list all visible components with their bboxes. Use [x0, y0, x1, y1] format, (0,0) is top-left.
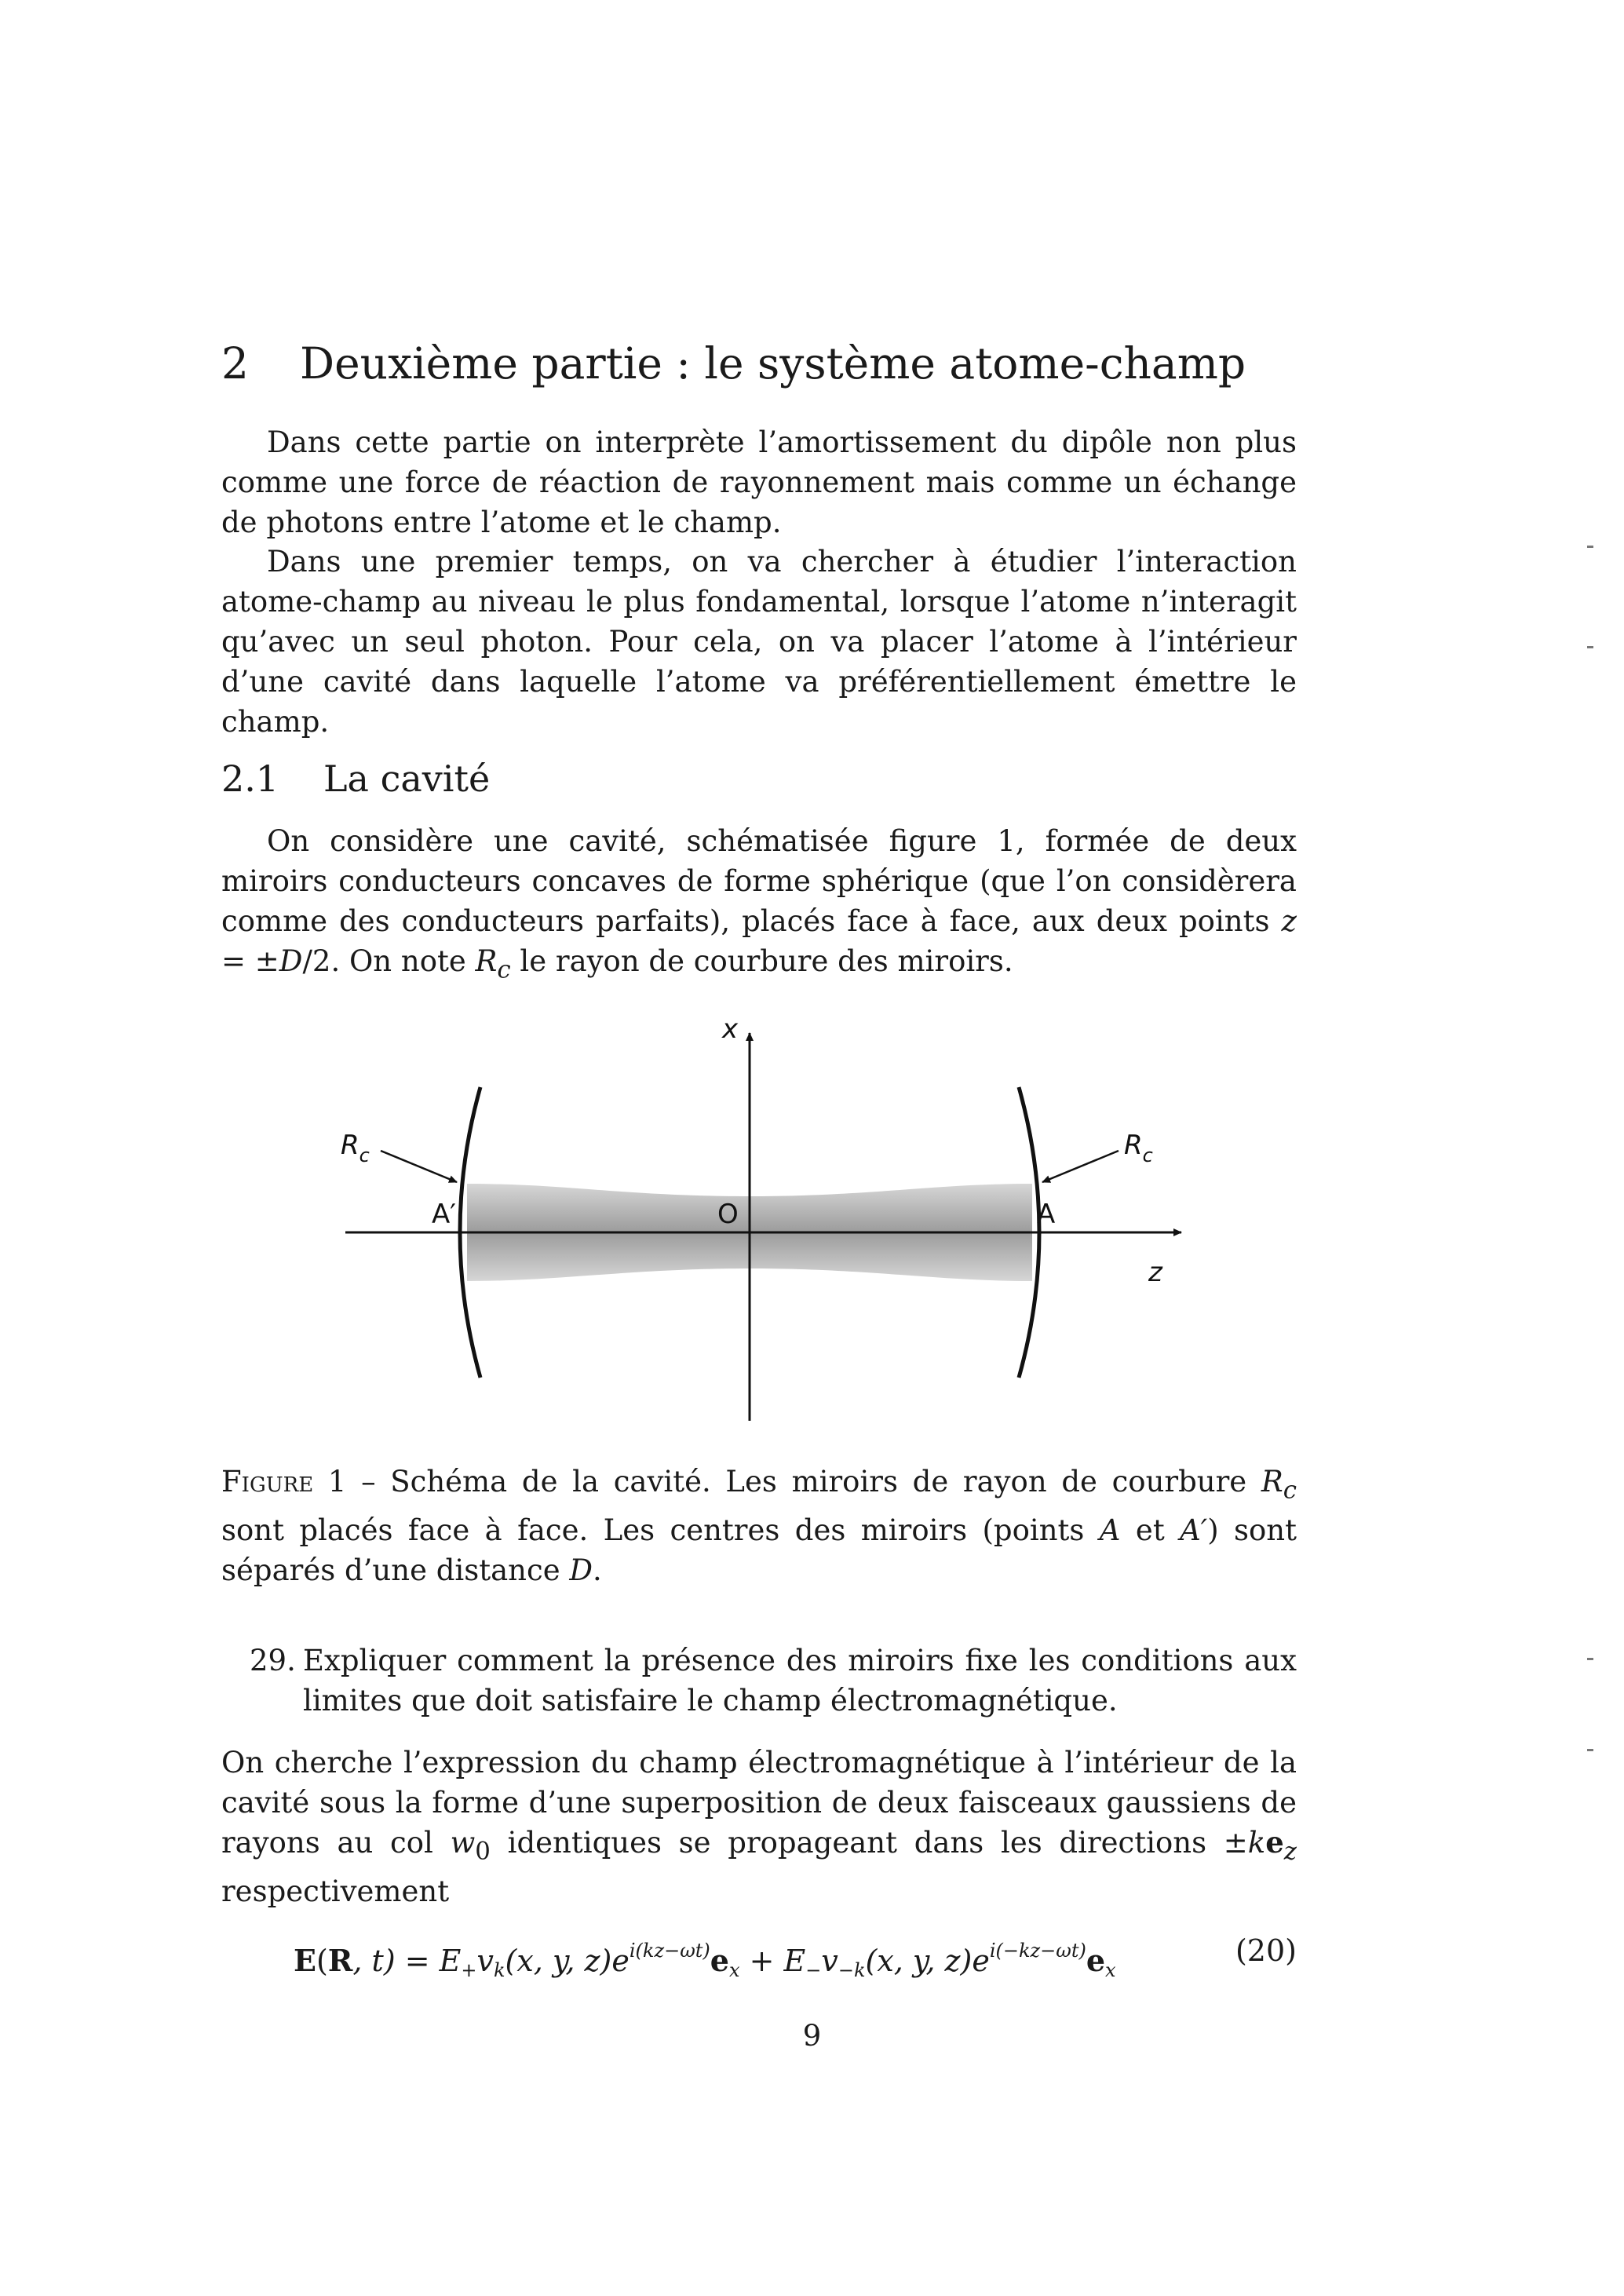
math-r-sub: c [497, 955, 511, 984]
left-radius-arrow [381, 1151, 457, 1182]
math-d: D [279, 944, 303, 978]
equation-number: (20) [1235, 1933, 1297, 1968]
point-a-prime-label: A′ [432, 1199, 456, 1230]
beam-math-e-sub: z [1283, 1837, 1297, 1866]
section-title: Deuxième partie : le système atome-champ [300, 338, 1246, 389]
intro-paragraph-1 [221, 422, 1297, 542]
beam-math-w-sub: 0 [475, 1837, 491, 1866]
scan-mark [1587, 1749, 1593, 1751]
beam-text-3: respectivement [221, 1874, 450, 1909]
origin-label: O [717, 1199, 739, 1230]
math-eq: = ± [221, 944, 279, 978]
cavity-text-2: /2. On note [302, 944, 476, 978]
left-radius-label: $R_c$ [341, 1130, 370, 1166]
scan-mark [1587, 646, 1593, 648]
section-heading [221, 336, 1375, 391]
caption-text-3: et [1120, 1513, 1181, 1548]
question-29 [250, 1641, 1297, 1721]
scan-mark [1587, 1658, 1593, 1660]
figure-caption [221, 1462, 1297, 1590]
beam-math-e: e [1265, 1825, 1284, 1860]
point-a-label: A [1037, 1199, 1056, 1230]
caption-text-4: ) sont séparés d’une distance [221, 1513, 1297, 1588]
right-radius-label: $R_c$ [1124, 1130, 1153, 1166]
question-text: Expliquer comment la présence des miroirs fixe les conditions aux limites que doit satisfaire le champ électromagnétique. [303, 1644, 1297, 1717]
caption-text-1: Schéma de la cavité. Les miroirs de rayon de courbure [390, 1465, 1261, 1498]
caption-text-5: . [593, 1553, 602, 1588]
caption-figure-label: Figure 1 [221, 1465, 347, 1498]
cavity-text-3: le rayon de courbure des miroirs. [510, 944, 1013, 978]
math-z: z [1281, 904, 1297, 938]
intro-paragraph-1-text: Dans cette partie on interprète l’amortissement du dipôle non plus comme une force de réaction de rayonnement mais comme un échange de photons entre l’atome et le champ. [221, 425, 1297, 539]
beam-math-w: w [450, 1826, 476, 1860]
cavity-paragraph [221, 821, 1297, 990]
intro-paragraph-2-text: Dans une premier temps, on va chercher à étudier l’interaction atome-champ au niveau le plus fondamental, lorsque l’atome n’interagit qu’avec un seul photon. Pour cela, on va placer l’atome à l’intérieur d’une cavité dans laquelle l’atome va préférentiellement émettre le champ. [221, 545, 1297, 739]
scan-mark [1587, 546, 1593, 548]
subsection-heading [221, 755, 1006, 802]
caption-text-2: sont placés face à face. Les centres des miroirs (points [221, 1513, 1100, 1548]
beam-paragraph [221, 1743, 1297, 1911]
subsection-number: 2.1 [221, 757, 279, 800]
page-number: 9 [802, 2019, 822, 2053]
equation-body: E(R, $t) = E_+v_k(x$, y, $z)e^{i(kz-\omega t)}e_x + E_-v_{-k}(x$, y, $z)e^{i(-kz-\omega t)}e_x$ [294, 1940, 1116, 1981]
section-number: 2 [221, 338, 249, 389]
beam-text-2: identiques se propageant dans les directions ± [490, 1826, 1248, 1860]
caption-math-a-prime: A′ [1180, 1513, 1208, 1548]
math-r: R [475, 944, 498, 978]
caption-math-r-sub: c [1283, 1476, 1297, 1505]
caption-math-r: R [1261, 1465, 1283, 1498]
subsection-title: La cavité [323, 757, 491, 800]
intro-paragraph-2 [221, 542, 1297, 742]
cavity-figure [330, 1005, 1209, 1444]
z-axis-label: z [1148, 1257, 1162, 1288]
beam-math-k: k [1247, 1826, 1266, 1860]
cavity-diagram [330, 1005, 1209, 1444]
question-number: 29. [250, 1644, 296, 1677]
beam-text-1: On cherche l’expression du champ électromagnétique à l’intérieur de la cavité sous la forme d’une superposition de deux faisceaux gaussiens de rayons au col [221, 1746, 1297, 1860]
right-radius-arrow [1042, 1151, 1119, 1182]
caption-math-a: A [1099, 1513, 1121, 1548]
x-axis-label: x [722, 1013, 739, 1045]
caption-math-d: D [569, 1553, 593, 1588]
caption-dash: – [346, 1465, 391, 1498]
cavity-text-1: On considère une cavité, schématisée figure 1, formée de deux miroirs conducteurs concaves de forme sphérique (que l’on considèrera comme des conducteurs parfaits), placés face à face, aux deux points [221, 824, 1297, 938]
